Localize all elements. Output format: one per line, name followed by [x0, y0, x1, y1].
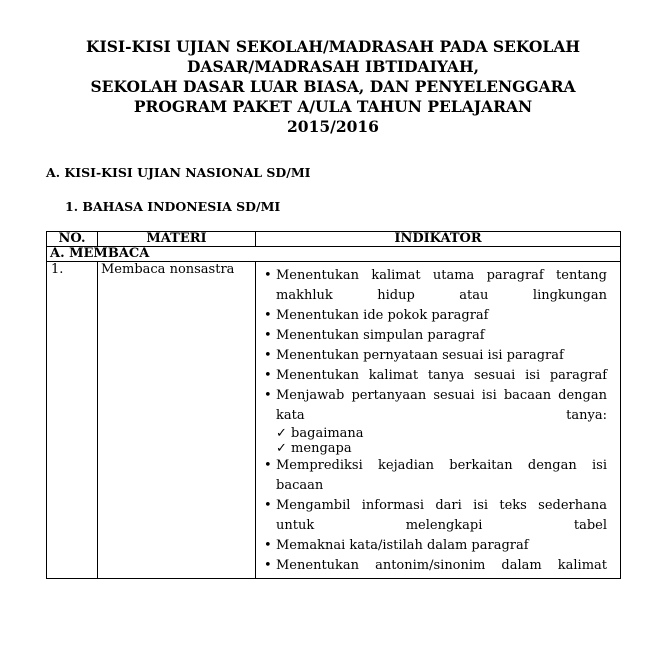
row-number: 1.: [47, 262, 98, 579]
indikator-item: • Menentukan kalimat tanya sesuai isi paragraf: [264, 366, 607, 386]
sub-item: ✓ mengapa: [276, 441, 352, 456]
indikator-item: • Menentukan antonim/sinonim dalam kalimat: [264, 556, 607, 576]
title-line-3: SEKOLAH DASAR LUAR BIASA, DAN PENYELENGGARA: [90, 77, 576, 96]
indikator-item: • Menentukan simpulan paragraf: [264, 326, 607, 346]
bullet: •: [264, 368, 272, 383]
table-header-row: [47, 232, 621, 247]
bullet: •: [264, 538, 272, 553]
bullet: •: [264, 458, 272, 473]
bullet: •: [264, 388, 272, 403]
check-icon: ✓: [276, 441, 287, 456]
indikator-item: • Menentukan pernyataan sesuai isi paragraf: [264, 346, 607, 366]
indikator-item: • Menjawab pertanyaan sesuai isi bacaan dengan kata tanya: ✓ bagaimana ✓ mengapa: [264, 388, 607, 456]
indikator-item: • Mengambil informasi dari isi teks sederhana untuk melengkapi tabel: [264, 498, 607, 533]
bullet: •: [264, 328, 272, 343]
title-line-5: 2015/2016: [287, 117, 379, 136]
check-icon: ✓: [276, 426, 287, 441]
header-materi: MATERI: [98, 232, 256, 247]
sub-item: ✓ bagaimana: [276, 426, 364, 441]
bullet: •: [264, 268, 272, 283]
indikator-list: [264, 266, 607, 576]
kisi-kisi-table: [46, 231, 621, 579]
sub-item-list: [276, 426, 607, 456]
title-line-4: PROGRAM PAKET A/ULA TAHUN PELAJARAN: [133, 97, 533, 116]
row-materi: Membaca nonsastra: [98, 262, 256, 579]
subsection-heading: 1. BAHASA INDONESIA SD/MI: [65, 199, 281, 214]
bullet: •: [264, 308, 272, 323]
document-title: [0, 37, 666, 137]
indikator-item: • Memaknai kata/istilah dalam paragraf: [264, 536, 607, 556]
indikator-item: • Memprediksi kejadian berkaitan dengan isi bacaan: [264, 458, 607, 493]
indikator-item: • Menentukan ide pokok paragraf: [264, 306, 607, 326]
bullet: •: [264, 348, 272, 363]
title-line-1: KISI-KISI UJIAN SEKOLAH/MADRASAH PADA SEKOLAH: [86, 37, 580, 56]
table-row: [47, 262, 621, 579]
row-indikator: [256, 262, 621, 579]
title-line-2: DASAR/MADRASAH IBTIDAIYAH,: [186, 57, 480, 76]
header-no: NO.: [47, 232, 98, 247]
indikator-item: • Menentukan kalimat utama paragraf tentang makhluk hidup atau lingkungan: [264, 268, 607, 303]
section-heading: A. KISI-KISI UJIAN NASIONAL SD/MI: [46, 165, 311, 180]
group-row: [47, 247, 621, 262]
header-indikator: INDIKATOR: [256, 232, 621, 247]
group-label: A. MEMBACA: [47, 247, 621, 262]
bullet: •: [264, 498, 272, 513]
bullet: •: [264, 558, 272, 573]
